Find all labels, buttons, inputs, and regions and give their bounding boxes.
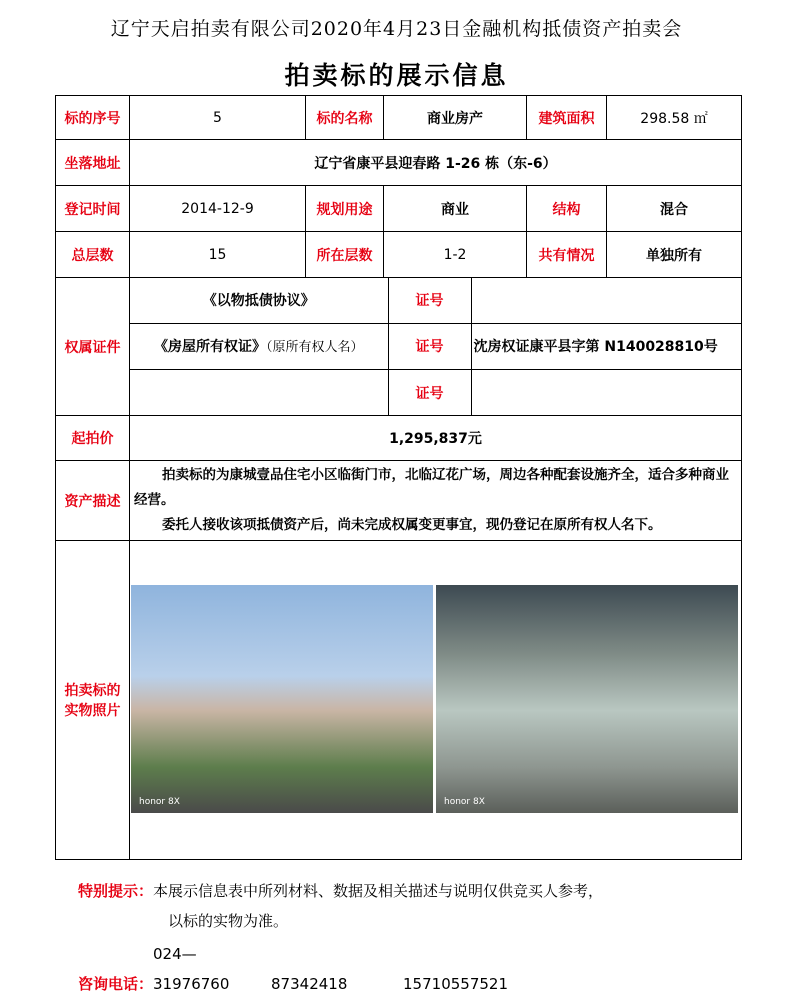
row-floors: [56, 232, 742, 278]
contact-phone: [78, 939, 768, 999]
value-share: 单独所有: [607, 232, 742, 278]
cert-note-text: （原所有权人名）: [265, 340, 364, 356]
cert-no-label-1: 证号: [388, 278, 471, 323]
label-photos: [56, 541, 130, 860]
shop-interior-photo: [436, 585, 738, 813]
label-photos-line2: 的: [106, 683, 121, 699]
value-area: 298.58 ㎡: [607, 96, 742, 140]
description-paragraph-1: 拍卖标的为康城壹品住宅小区临街门市，北临辽花广场，周边各种配套设施齐全，适合多种商业经营。: [134, 467, 729, 508]
cert-name-1: [130, 278, 388, 323]
value-reg-time: 2014-12-9: [130, 186, 306, 232]
certs-cell: [130, 278, 742, 416]
value-structure: 混合: [607, 186, 742, 232]
cert-no-label-3: 证号: [388, 370, 471, 415]
label-photos-line1: 拍卖标: [64, 683, 107, 699]
value-lot-no: 5: [130, 96, 306, 140]
building-exterior-photo: [131, 585, 433, 813]
photo-watermark: honor 8X: [139, 797, 180, 807]
phone-number-2[interactable]: 87342418: [271, 975, 348, 993]
label-usage: 规划用途: [306, 186, 384, 232]
cert-row-1: [130, 278, 741, 323]
contact-label: 咨询电话：: [78, 975, 154, 993]
special-notice: [78, 876, 768, 906]
cert-name-3: [130, 370, 388, 415]
value-floor-at: 1-2: [384, 232, 527, 278]
cert-name-text: 《以物抵债协议》: [202, 293, 315, 310]
label-reg-time: 登记时间: [56, 186, 130, 232]
cert-no-label-2: 证号: [388, 323, 471, 369]
label-photos-line3: 实物照片: [64, 703, 121, 719]
row-lot: [56, 96, 742, 140]
description-paragraph-2: 委托人接收该项抵债资产后，尚未完成权属变更事宜，现仍登记在原所有权人名下。: [162, 517, 662, 533]
photos-cell: [130, 541, 742, 860]
row-photos: [56, 541, 742, 860]
value-usage: 商业: [384, 186, 527, 232]
auction-header: 辽宁天启拍卖有限公司2020年4月23日金融机构抵债资产拍卖会: [110, 18, 683, 40]
cert-name-text: 《房屋所有权证》: [153, 339, 266, 356]
photos-area: [130, 541, 741, 859]
label-floors: 总层数: [56, 232, 130, 278]
asset-description: [130, 461, 742, 541]
label-location: 坐落地址: [56, 140, 130, 186]
cert-no-value-3: [471, 370, 741, 415]
cert-row-3: [130, 370, 741, 415]
notice-line1: 本展示信息表中所列材料、数据及相关描述与说明仅供竞买人参考，: [153, 882, 604, 900]
page-title: 拍卖标的展示信息: [284, 61, 509, 90]
cert-no-value-1: [471, 278, 741, 323]
value-lot-name: 商业房产: [384, 96, 527, 140]
value-floors: 15: [130, 232, 306, 278]
notice-line2: 以标的实物为准。: [168, 912, 289, 930]
label-start-price: 起拍价: [56, 416, 130, 461]
label-certs: 权属证件: [56, 278, 130, 416]
row-registration: [56, 186, 742, 232]
label-lot-no: 标的序号: [56, 96, 130, 140]
certs-subtable: [130, 278, 741, 415]
label-share: 共有情况: [527, 232, 607, 278]
label-structure: 结构: [527, 186, 607, 232]
phone-number-1[interactable]: 024—31976760: [153, 945, 230, 993]
lot-info-table: [55, 95, 742, 860]
notice-label: 特别提示：: [78, 882, 154, 900]
photo-watermark: honor 8X: [444, 797, 485, 807]
value-start-price: 1,295,837元: [130, 416, 742, 461]
label-lot-name: 标的名称: [306, 96, 384, 140]
row-description: [56, 461, 742, 541]
label-asset-desc: 资产描述: [56, 461, 130, 541]
cert-row-2: [130, 323, 741, 369]
row-certificates: [56, 278, 742, 416]
phone-number-3[interactable]: 15710557521: [403, 975, 508, 993]
cert-name-2: [130, 323, 388, 369]
value-location: 辽宁省康平县迎春路 1-26 栋（东-6）: [130, 140, 742, 186]
row-location: [56, 140, 742, 186]
row-start-price: [56, 416, 742, 461]
label-floor-at: 所在层数: [306, 232, 384, 278]
label-area: 建筑面积: [527, 96, 607, 140]
cert-no-value-2: 沈房权证康平县字第 N140028810号: [471, 323, 741, 369]
